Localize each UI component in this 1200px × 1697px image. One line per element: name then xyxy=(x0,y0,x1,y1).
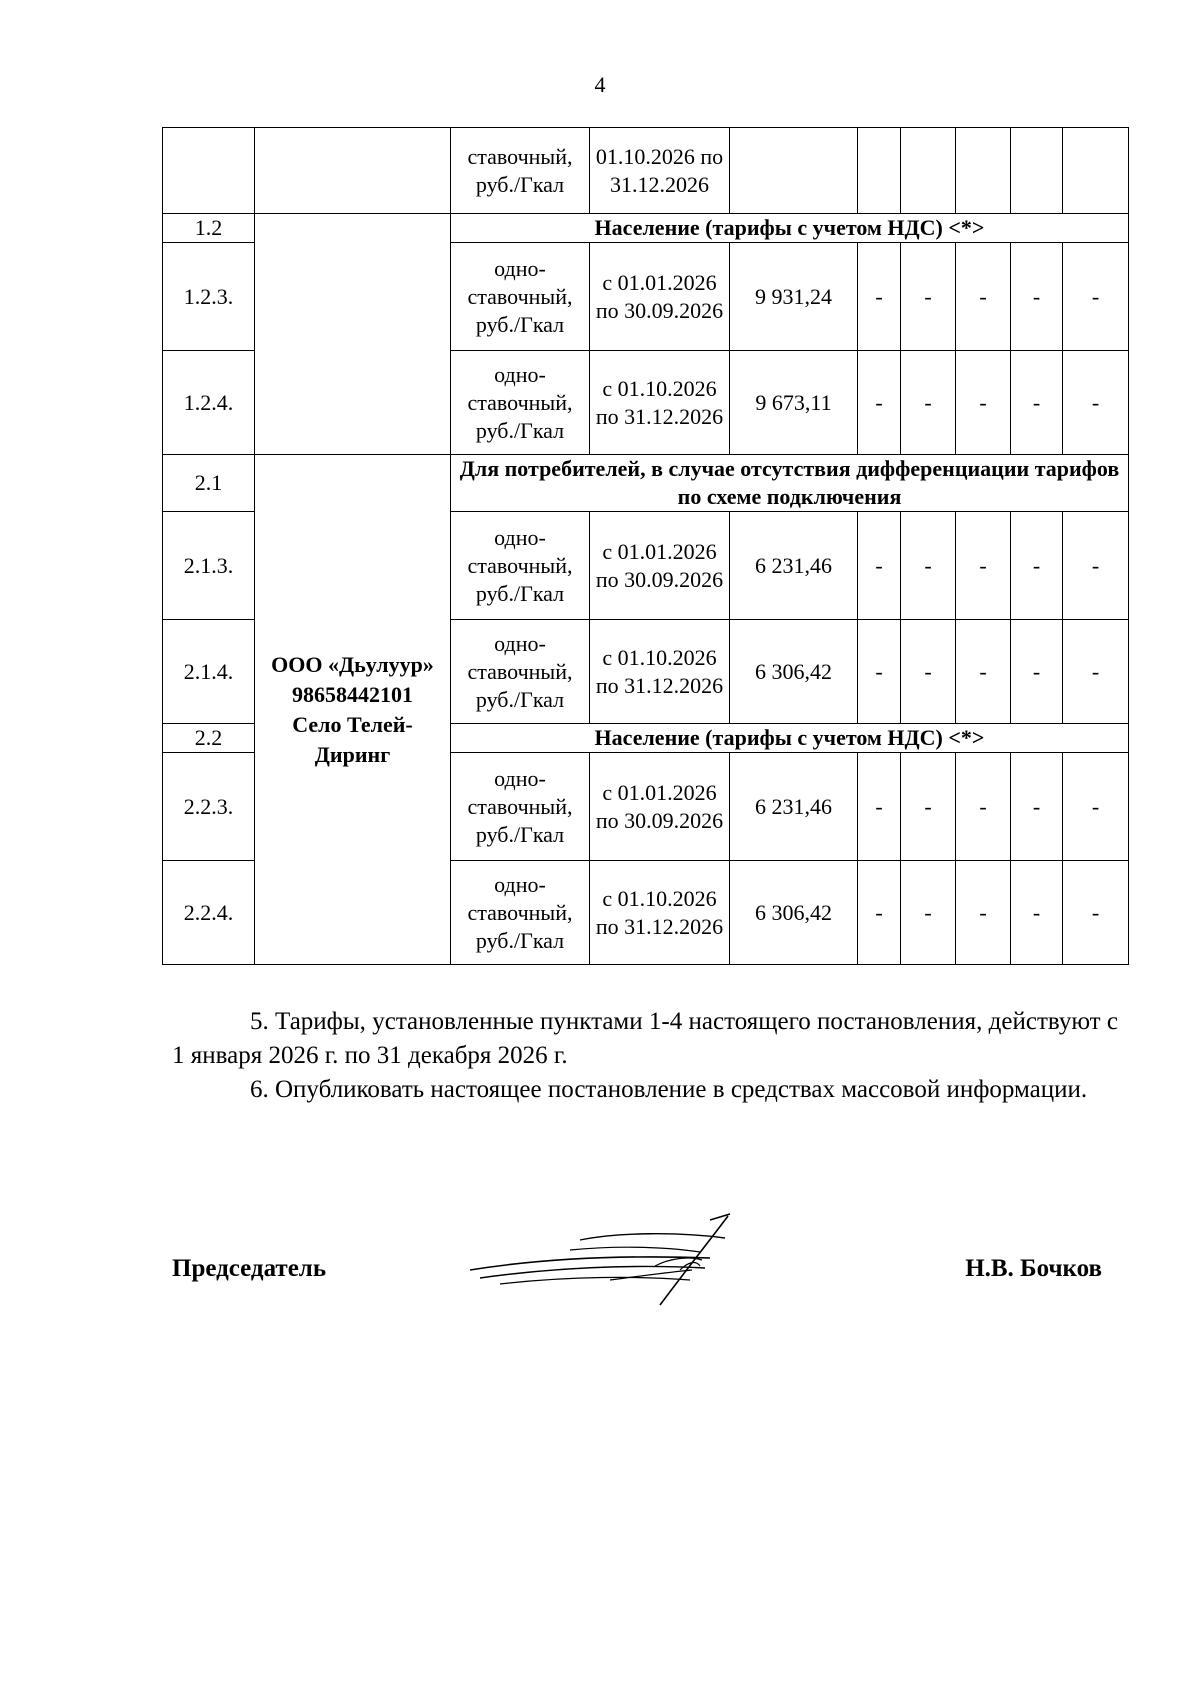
dash-cell: - xyxy=(956,861,1011,965)
value-cell: 6 231,46 xyxy=(730,753,858,861)
empty-cell xyxy=(1063,128,1129,214)
dash-cell: - xyxy=(1063,351,1129,455)
tariff-type-cell: одно-ставочный, руб./Гкал xyxy=(451,861,590,965)
tariff-type-cell: одно-ставочный, руб./Гкал xyxy=(451,243,590,351)
period-cell: 01.10.2026 по 31.12.2026 xyxy=(590,128,730,214)
dash-cell: - xyxy=(901,512,956,620)
value-cell: 9 931,24 xyxy=(730,243,858,351)
dash-cell: - xyxy=(1063,753,1129,861)
tariff-type-cell: одно-ставочный, руб./Гкал xyxy=(451,351,590,455)
dash-cell: - xyxy=(858,753,901,861)
dash-cell: - xyxy=(1063,620,1129,724)
handwritten-signature xyxy=(460,1210,780,1320)
org-inn: 98658442101 xyxy=(292,681,413,707)
empty-cell xyxy=(956,128,1011,214)
period-cell: с 01.01.2026 по 30.09.2026 xyxy=(590,753,730,861)
signer-name: Н.В. Бочков xyxy=(965,1255,1102,1282)
organization-cell xyxy=(255,455,451,965)
dash-cell: - xyxy=(858,243,901,351)
period-cell: с 01.10.2026 по 31.12.2026 xyxy=(590,861,730,965)
paragraph-5: 5. Тарифы, установленные пунктами 1-4 настоящего постановления, действуют с 1 января 2026 г. по 31 декабря 2026 г. xyxy=(172,1008,1118,1069)
value-cell: 9 673,11 xyxy=(730,351,858,455)
organization-cell xyxy=(255,128,451,214)
signer-title: Председатель xyxy=(172,1255,327,1282)
empty-cell xyxy=(901,128,956,214)
paragraph-6: 6. Опубликовать настоящее постановление в средствах массовой информации. xyxy=(250,1076,1088,1103)
org-locality: Село Телей-Диринг xyxy=(292,711,413,767)
dash-cell: - xyxy=(1063,512,1129,620)
period-cell: с 01.01.2026 по 30.09.2026 xyxy=(590,512,730,620)
section-heading: Для потребителей, в случае отсутствия дифференциации тарифов по схеме подключения xyxy=(451,455,1129,512)
row-number-cell: 1.2.3. xyxy=(163,243,255,351)
dash-cell: - xyxy=(956,243,1011,351)
dash-cell: - xyxy=(956,351,1011,455)
row-number-cell: 1.2 xyxy=(163,214,255,243)
page-number: 4 xyxy=(594,72,606,97)
dash-cell: - xyxy=(956,512,1011,620)
value-cell xyxy=(730,128,858,214)
period-cell: с 01.01.2026 по 30.09.2026 xyxy=(590,243,730,351)
dash-cell: - xyxy=(901,620,956,724)
dash-cell: - xyxy=(1011,861,1063,965)
row-number-cell: 2.2.4. xyxy=(163,861,255,965)
dash-cell: - xyxy=(1011,512,1063,620)
dash-cell: - xyxy=(1063,243,1129,351)
dash-cell: - xyxy=(1011,753,1063,861)
dash-cell: - xyxy=(858,512,901,620)
tariff-table xyxy=(162,127,1129,965)
row-number-cell: 1.2.4. xyxy=(163,351,255,455)
org-name: ООО «Дьулуур» xyxy=(271,651,434,677)
row-number-cell: 2.1.3. xyxy=(163,512,255,620)
table-row xyxy=(163,455,1129,512)
dash-cell: - xyxy=(956,620,1011,724)
table-row xyxy=(163,214,1129,243)
tariff-type-cell: ставочный, руб./Гкал xyxy=(451,128,590,214)
row-number-cell: 2.1.4. xyxy=(163,620,255,724)
dash-cell: - xyxy=(901,351,956,455)
empty-cell xyxy=(1011,128,1063,214)
row-number-cell: 2.2 xyxy=(163,724,255,753)
dash-cell: - xyxy=(858,861,901,965)
dash-cell: - xyxy=(901,243,956,351)
period-cell: с 01.10.2026 по 31.12.2026 xyxy=(590,620,730,724)
section-heading: Население (тарифы с учетом НДС) <*> xyxy=(451,724,1129,753)
row-number-cell: 2.2.3. xyxy=(163,753,255,861)
dash-cell: - xyxy=(858,620,901,724)
tariff-type-cell: одно-ставочный, руб./Гкал xyxy=(451,753,590,861)
dash-cell: - xyxy=(901,753,956,861)
dash-cell: - xyxy=(1011,351,1063,455)
row-number-cell: 2.1 xyxy=(163,455,255,512)
section-heading: Население (тарифы с учетом НДС) <*> xyxy=(451,214,1129,243)
value-cell: 6 231,46 xyxy=(730,512,858,620)
dash-cell: - xyxy=(858,351,901,455)
organization-cell xyxy=(255,214,451,455)
dash-cell: - xyxy=(1063,861,1129,965)
value-cell: 6 306,42 xyxy=(730,861,858,965)
dash-cell: - xyxy=(901,861,956,965)
dash-cell: - xyxy=(1011,620,1063,724)
dash-cell: - xyxy=(956,753,1011,861)
tariff-type-cell: одно-ставочный, руб./Гкал xyxy=(451,512,590,620)
period-cell: с 01.10.2026 по 31.12.2026 xyxy=(590,351,730,455)
value-cell: 6 306,42 xyxy=(730,620,858,724)
dash-cell: - xyxy=(1011,243,1063,351)
table-row xyxy=(163,128,1129,214)
empty-cell xyxy=(858,128,901,214)
tariff-type-cell: одно-ставочный, руб./Гкал xyxy=(451,620,590,724)
row-number-cell xyxy=(163,128,255,214)
